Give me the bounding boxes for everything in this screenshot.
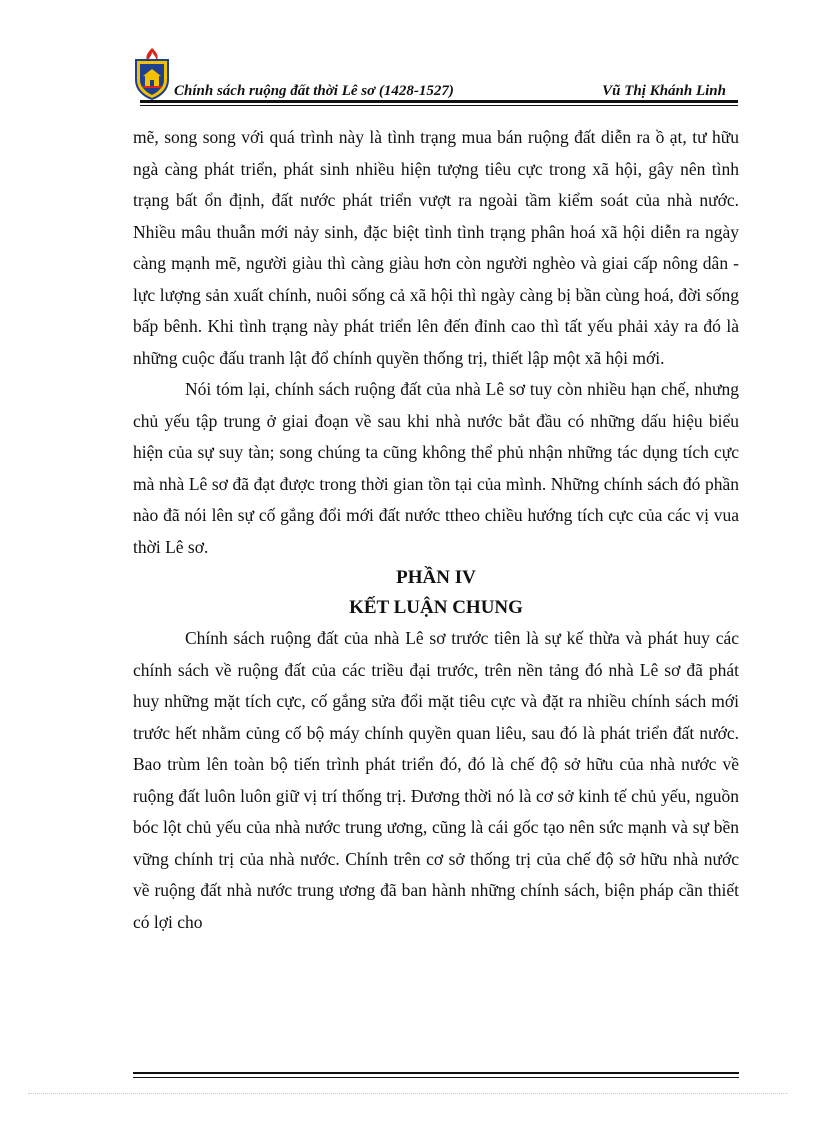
header-author: Vũ Thị Khánh Linh xyxy=(602,83,726,99)
section-part-heading: PHẦN IV xyxy=(396,567,476,588)
section-title-heading: KẾT LUẬN CHUNG xyxy=(349,597,523,618)
document-body xyxy=(133,122,739,938)
header-rule-thin xyxy=(140,105,738,106)
page-boundary-line xyxy=(28,1093,788,1094)
university-crest-icon xyxy=(132,46,172,100)
header-title: Chính sách ruộng đất thời Lê sơ (1428-1527) xyxy=(174,83,454,99)
footer-rule xyxy=(133,1072,739,1074)
body-paragraph: Nói tóm lại, chính sách ruộng đất của nhà Lê sơ tuy còn nhiều hạn chế, nhưng chủ yếu tập trung ở giai đoạn về sau khi nhà nước bắt đầu có những dấu hiệu biểu hiện của sự suy tàn; song chúng ta cũng không thể phủ nhận những tác dụng tích cực mà nhà Lê sơ đã đạt được trong thời gian tồn tại của mình. Những chính sách đó phần nào đã nói lên sự cố gắng đổi mới đất nước ttheo chiều hướng tích cực của các vị vua thời Lê sơ. xyxy=(133,379,739,557)
page-header xyxy=(132,40,738,102)
body-paragraph: mẽ, song song với quá trình này là tình trạng mua bán ruộng đất diễn ra ồ ạt, tư hữu ngà càng phát triển, phát sinh nhiều hiện tượng tiêu cực trong xã hội, gây nên tình trạng bất ổn định, đất nước phát triển vượt ra ngoài tầm kiểm soát của nhà nước. Nhiều mâu thuẫn mới nảy sinh, đặc biệt tình tình trạng phân hoá xã hội diễn ra ngày càng mạnh mẽ, người giàu thì càng giàu hơn còn người nghèo và giai cấp nông dân - lực lượng sản xuất chính, nuôi sống cả xã hội thì ngày càng bị bần cùng hoá, đời sống bấp bênh. Khi tình trạng này phát triển lên đến đỉnh cao thì tất yếu phải xảy ra đó là những cuộc đấu tranh lật đổ chính quyền thống trị, thiết lập một xã hội mới. xyxy=(133,127,739,368)
body-paragraph: Chính sách ruộng đất của nhà Lê sơ trước tiên là sự kế thừa và phát huy các chính sách về ruộng đất của các triều đại trước, trên nền tảng đó nhà Lê sơ đã phát huy những mặt tích cực, cố gắng sửa đổi mặt tiêu cực và đặt ra nhiều chính sách mới trước hết nhằm củng cố bộ máy chính quyền quan liêu, sau đó là phát triển đất nước. Bao trùm lên toàn bộ tiến trình phát triển đó, đó là chế độ sở hữu của nhà nước về ruộng đất luôn luôn giữ vị trí thống trị. Đương thời nó là cơ sở kinh tế chủ yếu, nguồn bóc lột chủ yếu của nhà nước trung ương, cũng là cái gốc tạo nên sức mạnh và sự bền vững chính trị của nhà nước. Chính trên cơ sở thống trị của chế độ sở hữu nhà nước về ruộng đất nhà nước trung ương đã ban hành những chính sách, biện pháp cần thiết có lợi cho xyxy=(133,628,739,932)
footer-rule-thin xyxy=(133,1077,739,1078)
header-rule xyxy=(140,100,738,103)
